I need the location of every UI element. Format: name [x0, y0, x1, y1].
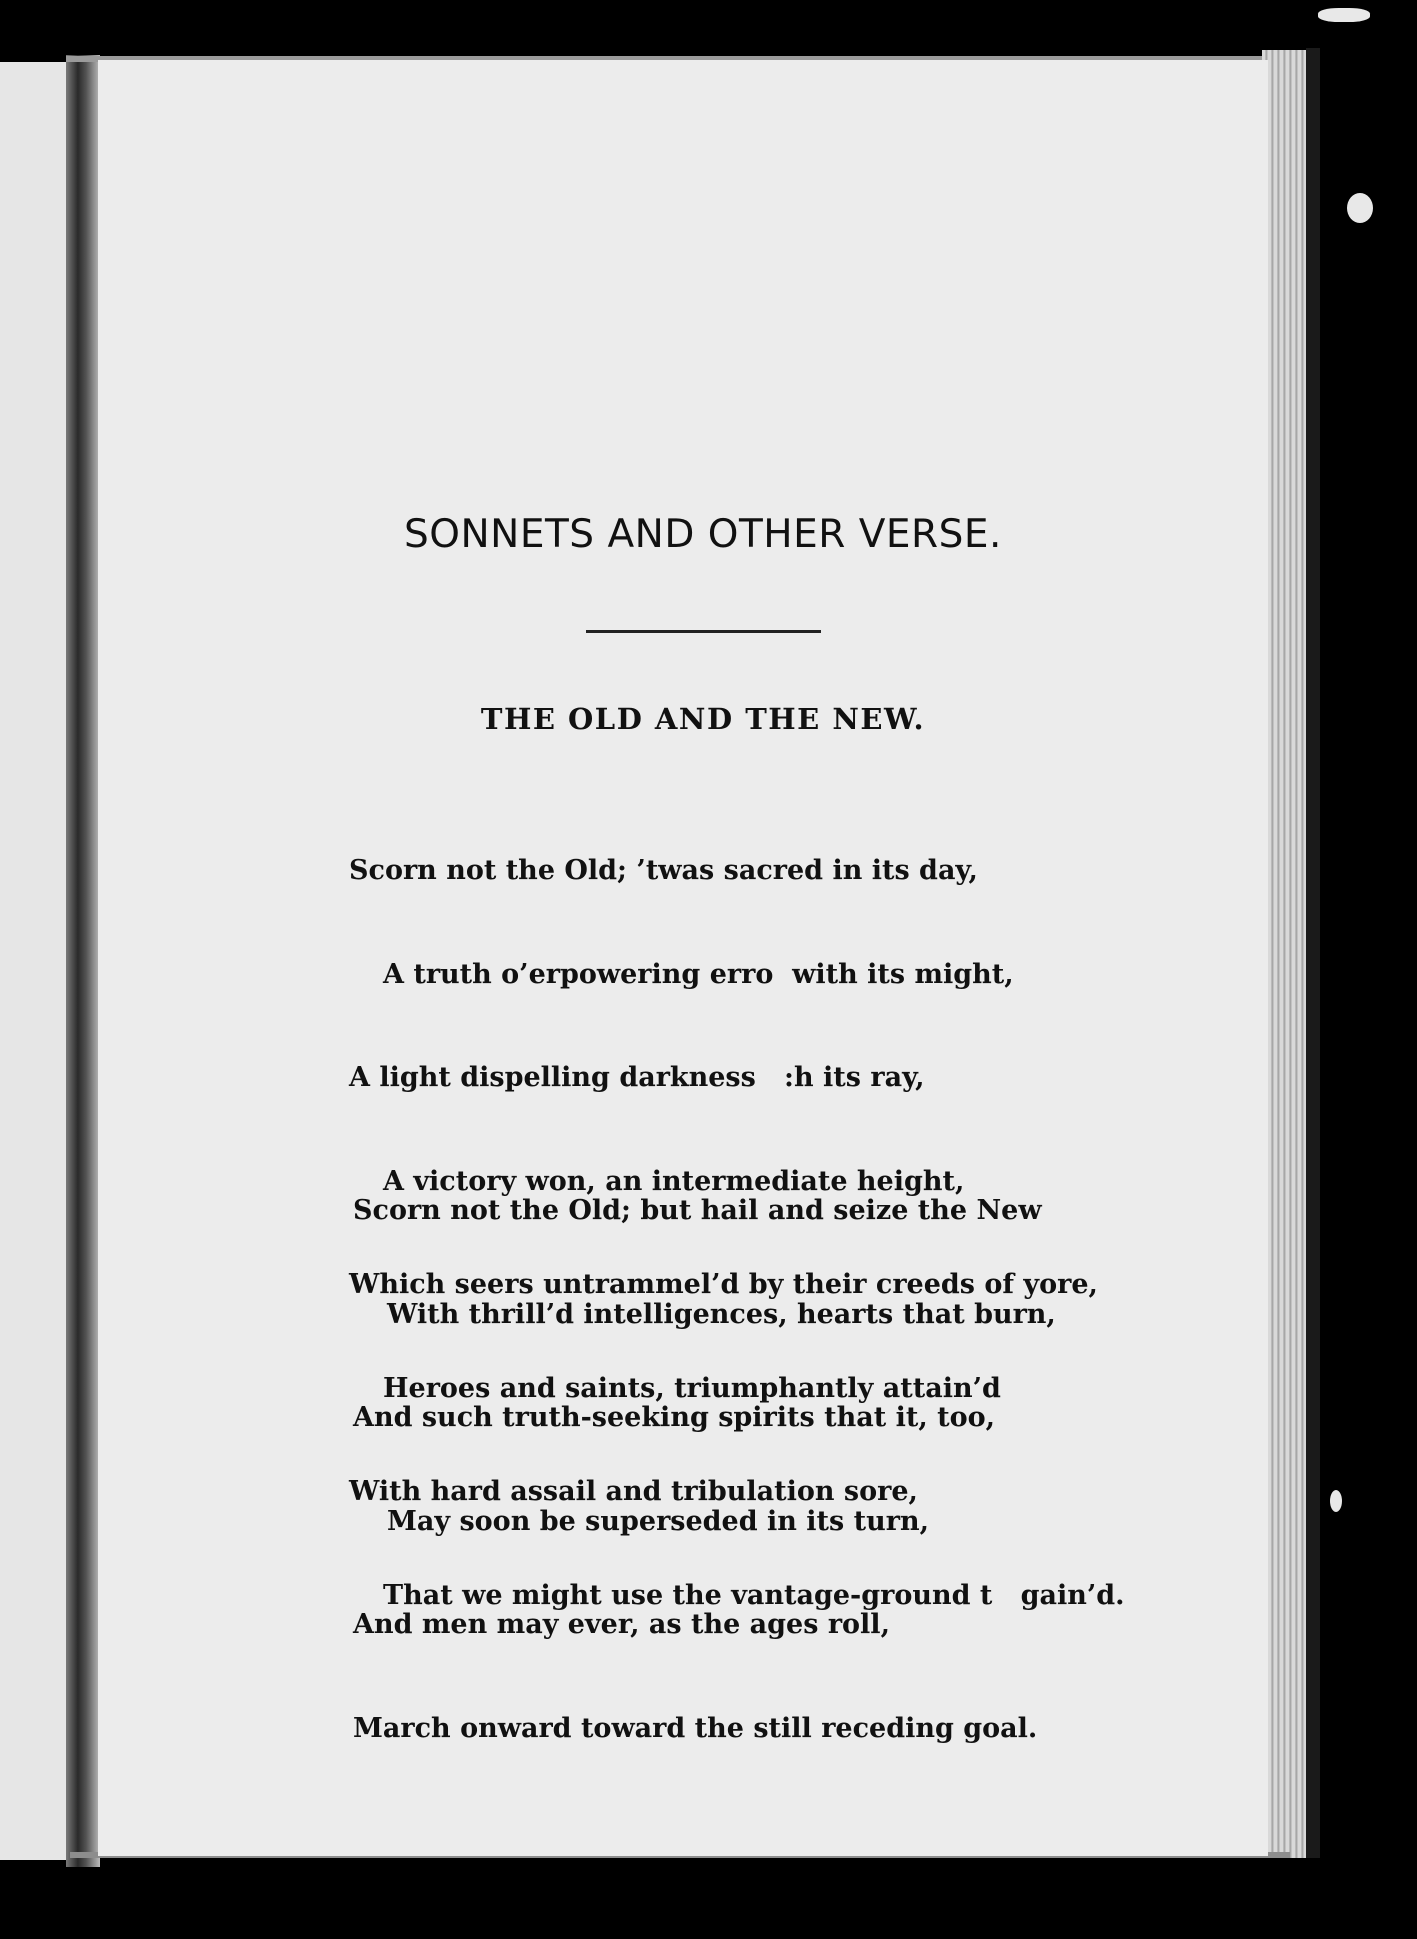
poem-line: A light dispelling darkness :h its ray,: [349, 1062, 925, 1093]
poem-line: May soon be superseded in its turn,: [387, 1505, 929, 1537]
poem-line: Heroes and saints, triumphantly attain’d: [383, 1372, 1001, 1404]
poem-line: A victory won, an intermediate height,: [383, 1165, 965, 1197]
poem-stanza-2: [353, 1125, 1056, 1815]
book-page: [98, 60, 1268, 1856]
poem-line: A truth o’erpowering erro with its might,: [383, 958, 1014, 990]
poem-line: With hard assail and tribulation sore,: [349, 1476, 918, 1507]
left-page-edge: [0, 62, 68, 1860]
scan-speck: [1347, 193, 1373, 223]
poem-line: And men may ever, as the ages roll,: [353, 1609, 890, 1640]
poem-line: That we might use the vantage-ground t gain’d.: [383, 1579, 1125, 1611]
poem-line: Scorn not the Old; ’twas sacred in its day,: [349, 855, 978, 886]
scan-speck: [1330, 1490, 1342, 1512]
poem-line: Which seers untrammel’d by their creeds of yore,: [349, 1269, 1098, 1300]
page-block-edges: [1262, 50, 1310, 1858]
poem-line: March onward toward the still receding goal.: [353, 1712, 1038, 1744]
poem-line: And such truth-seeking spirits that it, too,: [353, 1402, 996, 1433]
section-heading: SONNETS AND OTHER VERSE.: [404, 512, 1002, 557]
poem-line: Scorn not the Old; but hail and seize the New: [353, 1195, 1042, 1226]
poem-line: With thrill’d intelligences, hearts that burn,: [387, 1298, 1056, 1330]
book-cover-edge: [1306, 48, 1320, 1858]
book-gutter: [66, 55, 100, 1867]
scan-speck: [1318, 8, 1370, 22]
poem-title: THE OLD AND THE NEW.: [480, 702, 926, 736]
heading-rule: [586, 630, 821, 633]
